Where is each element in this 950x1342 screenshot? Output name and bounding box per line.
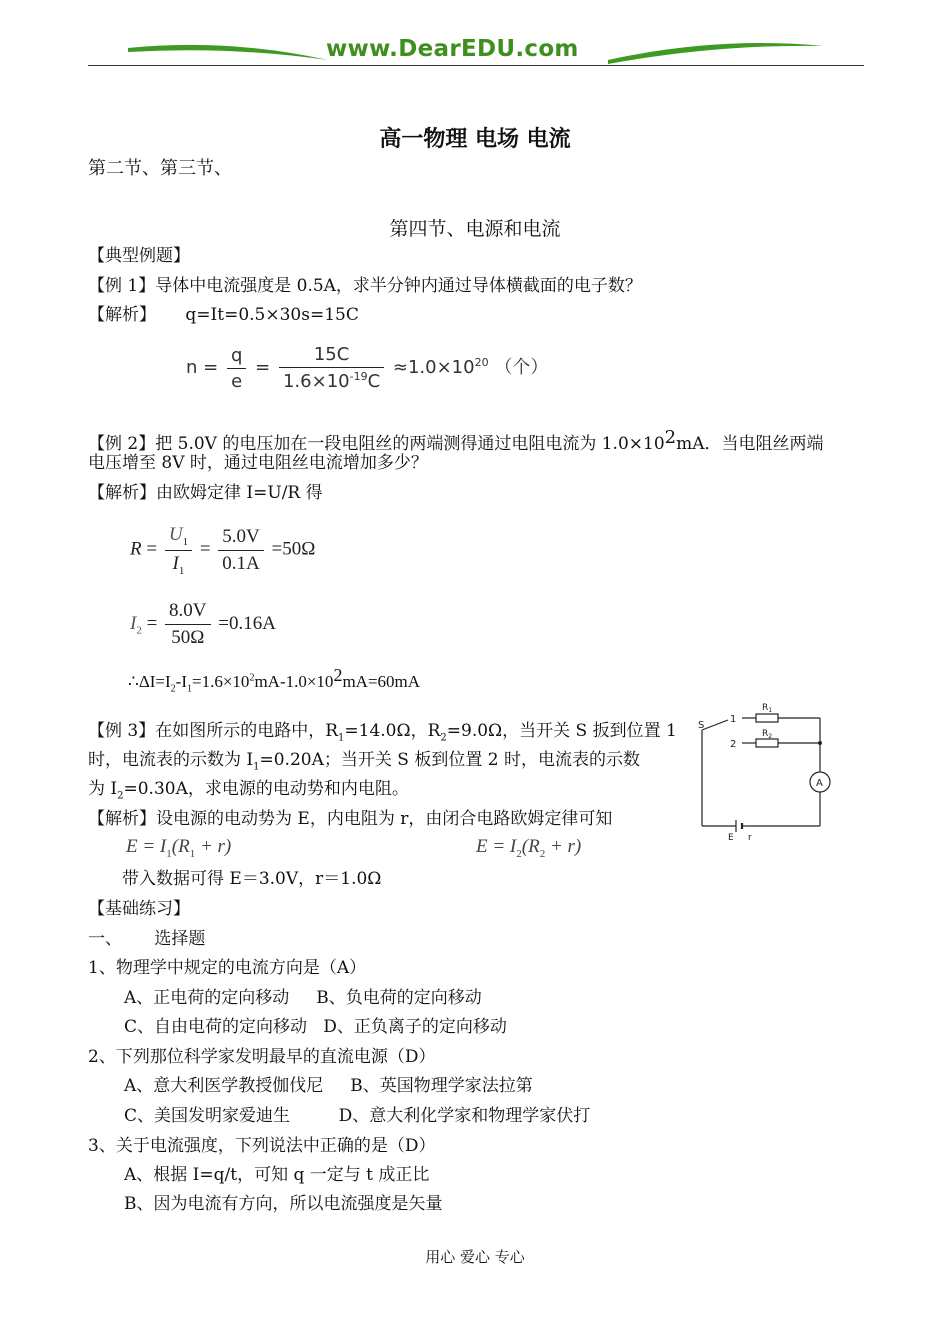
t: =14.0Ω，R	[344, 721, 441, 741]
t: E = I	[126, 836, 167, 857]
label-r2: $R_2$	[762, 729, 773, 740]
question-2: 2、下列那位科学家发明最早的直流电源（D）	[88, 1047, 436, 1067]
d-c: =1.6×10	[192, 672, 250, 691]
resistor-r1	[756, 714, 778, 722]
fraction-U1-I1	[165, 524, 192, 577]
example1-formula	[186, 344, 548, 392]
example3-analysis: 【解析】设电源的电动势为 E，内电阻为 r，由闭合电路欧姆定律可知	[88, 809, 613, 829]
s: 2	[117, 790, 124, 802]
example3-eq2	[476, 836, 581, 860]
resistor-r2	[756, 739, 778, 747]
question-1: 1、物理学中规定的电流方向是（A）	[88, 958, 367, 978]
t: + r)	[545, 836, 582, 857]
fraction-den: 50Ω	[171, 627, 205, 648]
example2-formula-I2: $I_2$ = $\frac{8.0V}{50\Omega}$ =0.16A	[130, 600, 276, 648]
junction-dot	[818, 741, 822, 745]
question-2-options-cd: C、美国发明家爱迪生 D、意大利化学家和物理学家伏打	[124, 1106, 591, 1126]
heading-typical: 【典型例题】	[88, 246, 190, 266]
section-choice: 一、 选择题	[88, 929, 206, 949]
fraction-num: 8.0V	[165, 600, 210, 625]
page-header	[88, 30, 864, 70]
t: E = I	[476, 836, 517, 857]
fraction-den: e	[231, 370, 243, 392]
t: + r)	[195, 836, 232, 857]
fraction-I2	[165, 600, 210, 649]
sub: 1	[178, 564, 185, 577]
t: =0.20A；当开关 S 板到位置 2 时，电流表的示数	[259, 750, 640, 770]
den-unit: C	[367, 371, 381, 392]
t: =9.0Ω，当开关 S 扳到位置 1	[446, 721, 677, 741]
example2-formula-R: R = $\frac{U_1}{I_1}$ = $\frac{5.0V}{0.1A}$ =50Ω	[130, 524, 316, 577]
var-U: U	[168, 524, 183, 545]
d-a: ∴ΔI=I	[128, 672, 171, 691]
label-s: S	[698, 720, 705, 731]
s: 1	[253, 761, 260, 773]
question-1-options-cd: C、自由电荷的定向移动 D、正负离子的定向移动	[124, 1017, 507, 1037]
s: 2	[516, 847, 522, 860]
var-I: I	[130, 612, 137, 634]
t: 时，电流表的示数为 I	[88, 750, 254, 770]
formula-unit: （个）	[494, 357, 549, 378]
d-e2: 2	[333, 665, 343, 685]
page-footer: 用心 爱心 专心	[425, 1248, 525, 1266]
fraction-den: 0.1A	[222, 552, 260, 574]
question-3: 3、关于电流强度，下列说法中正确的是（D）	[88, 1136, 436, 1156]
fraction-num: q	[227, 345, 246, 369]
s: 1	[338, 732, 345, 744]
fraction-den	[165, 551, 192, 577]
formula-n: n	[186, 357, 198, 378]
example3-line1	[88, 720, 677, 749]
section-title: 第四节、电源和电流	[389, 218, 561, 240]
subtitle-sections: 第二节、第三节、	[88, 158, 232, 179]
den-exp: -19	[349, 370, 368, 383]
formula-approx: ≈1.0×10	[392, 357, 475, 378]
fraction-num	[165, 524, 192, 551]
d-s2: 2	[170, 683, 176, 695]
d-e1: 2	[249, 672, 255, 684]
example3-result: 带入数据可得 E＝3.0V，r＝1.0Ω	[122, 869, 382, 889]
example3-eq1	[126, 836, 231, 860]
question-2-options-ab: A、意大利医学教授伽伐尼 B、英国物理学家法拉第	[124, 1076, 533, 1096]
example2-question-line1	[88, 427, 824, 455]
fraction-den	[279, 368, 384, 392]
header-swoosh-right	[608, 40, 823, 66]
heading-practice: 【基础练习】	[88, 899, 190, 919]
example2-analysis: 【解析】由欧姆定律 I=U/R 得	[88, 483, 323, 503]
question-3-option-a: A、根据 I=q/t，可知 q 一定与 t 成正比	[124, 1165, 430, 1185]
approx-exp: 20	[474, 356, 489, 369]
t: =0.30A，求电源的电动势和内电阻。	[123, 779, 409, 799]
q-text-end: mA．当电阻丝两端	[676, 434, 824, 454]
label-pos2: 2	[730, 739, 737, 750]
s: 2	[539, 847, 546, 860]
var-R: R	[130, 538, 142, 560]
example2-question-line2: 电压增至 8V 时，通过电阻丝电流增加多少？	[88, 453, 428, 473]
sub: 1	[182, 535, 189, 548]
t: 为 I	[88, 779, 118, 799]
var-I: I	[172, 552, 179, 574]
q-text: 【例 2】把 5.0V 的电压加在一段电阻丝的两端测得通过电阻电流为 1.0×10	[88, 434, 665, 454]
q-exp: 2	[664, 427, 677, 448]
example1-question: 【例 1】导体中电流强度是 0.5A，求半分钟内通过导体横截面的电子数？	[88, 276, 642, 296]
fraction-num: 5.0V	[218, 526, 263, 551]
den-base: 1.6×10	[282, 371, 350, 392]
d-s1: 1	[187, 683, 192, 695]
fraction-charge	[279, 344, 384, 392]
example2-delta	[128, 664, 420, 700]
example3-line3	[88, 778, 409, 807]
circuit-diagram	[696, 692, 846, 842]
example1-equation: q=It=0.5×30s=15C	[185, 305, 359, 325]
fraction-num: 15C	[279, 344, 384, 368]
label-r1: $R_1$	[762, 703, 773, 714]
result: =0.16A	[218, 612, 276, 634]
t: (R	[171, 836, 190, 857]
t: 【例 3】在如图所示的电路中，R	[88, 721, 339, 741]
formula-equals-2: =	[255, 357, 271, 378]
switch-blade	[702, 720, 728, 730]
label-pos1: 1	[730, 714, 737, 725]
analysis-label: 【解析】	[88, 305, 156, 325]
t: (R	[521, 836, 540, 857]
fraction-q-over-e	[227, 345, 246, 392]
s: 1	[189, 847, 196, 860]
fraction-values	[218, 526, 263, 575]
example1-analysis	[88, 304, 359, 326]
sub: 2	[136, 624, 142, 637]
s: 2	[440, 732, 447, 744]
label-r: r	[748, 833, 752, 842]
d-d: mA-1.0×10	[254, 672, 334, 691]
formula-equals: =	[203, 357, 219, 378]
d-f: mA=60mA	[342, 672, 421, 691]
example3-line2	[88, 749, 640, 778]
label-ammeter: A	[816, 778, 823, 789]
d-b: -I	[175, 672, 187, 691]
header-swoosh-left	[128, 40, 328, 66]
header-logo: www.DearEDU.com	[326, 36, 579, 62]
s: 1	[166, 847, 172, 860]
question-3-option-b: B、因为电流有方向，所以电流强度是矢量	[124, 1194, 443, 1214]
label-e: E	[728, 833, 734, 842]
result: =50Ω	[271, 538, 316, 560]
question-1-options-ab: A、正电荷的定向移动 B、负电荷的定向移动	[124, 988, 482, 1008]
page-title: 高一物理 电场 电流	[379, 126, 571, 152]
header-rule	[88, 65, 864, 66]
